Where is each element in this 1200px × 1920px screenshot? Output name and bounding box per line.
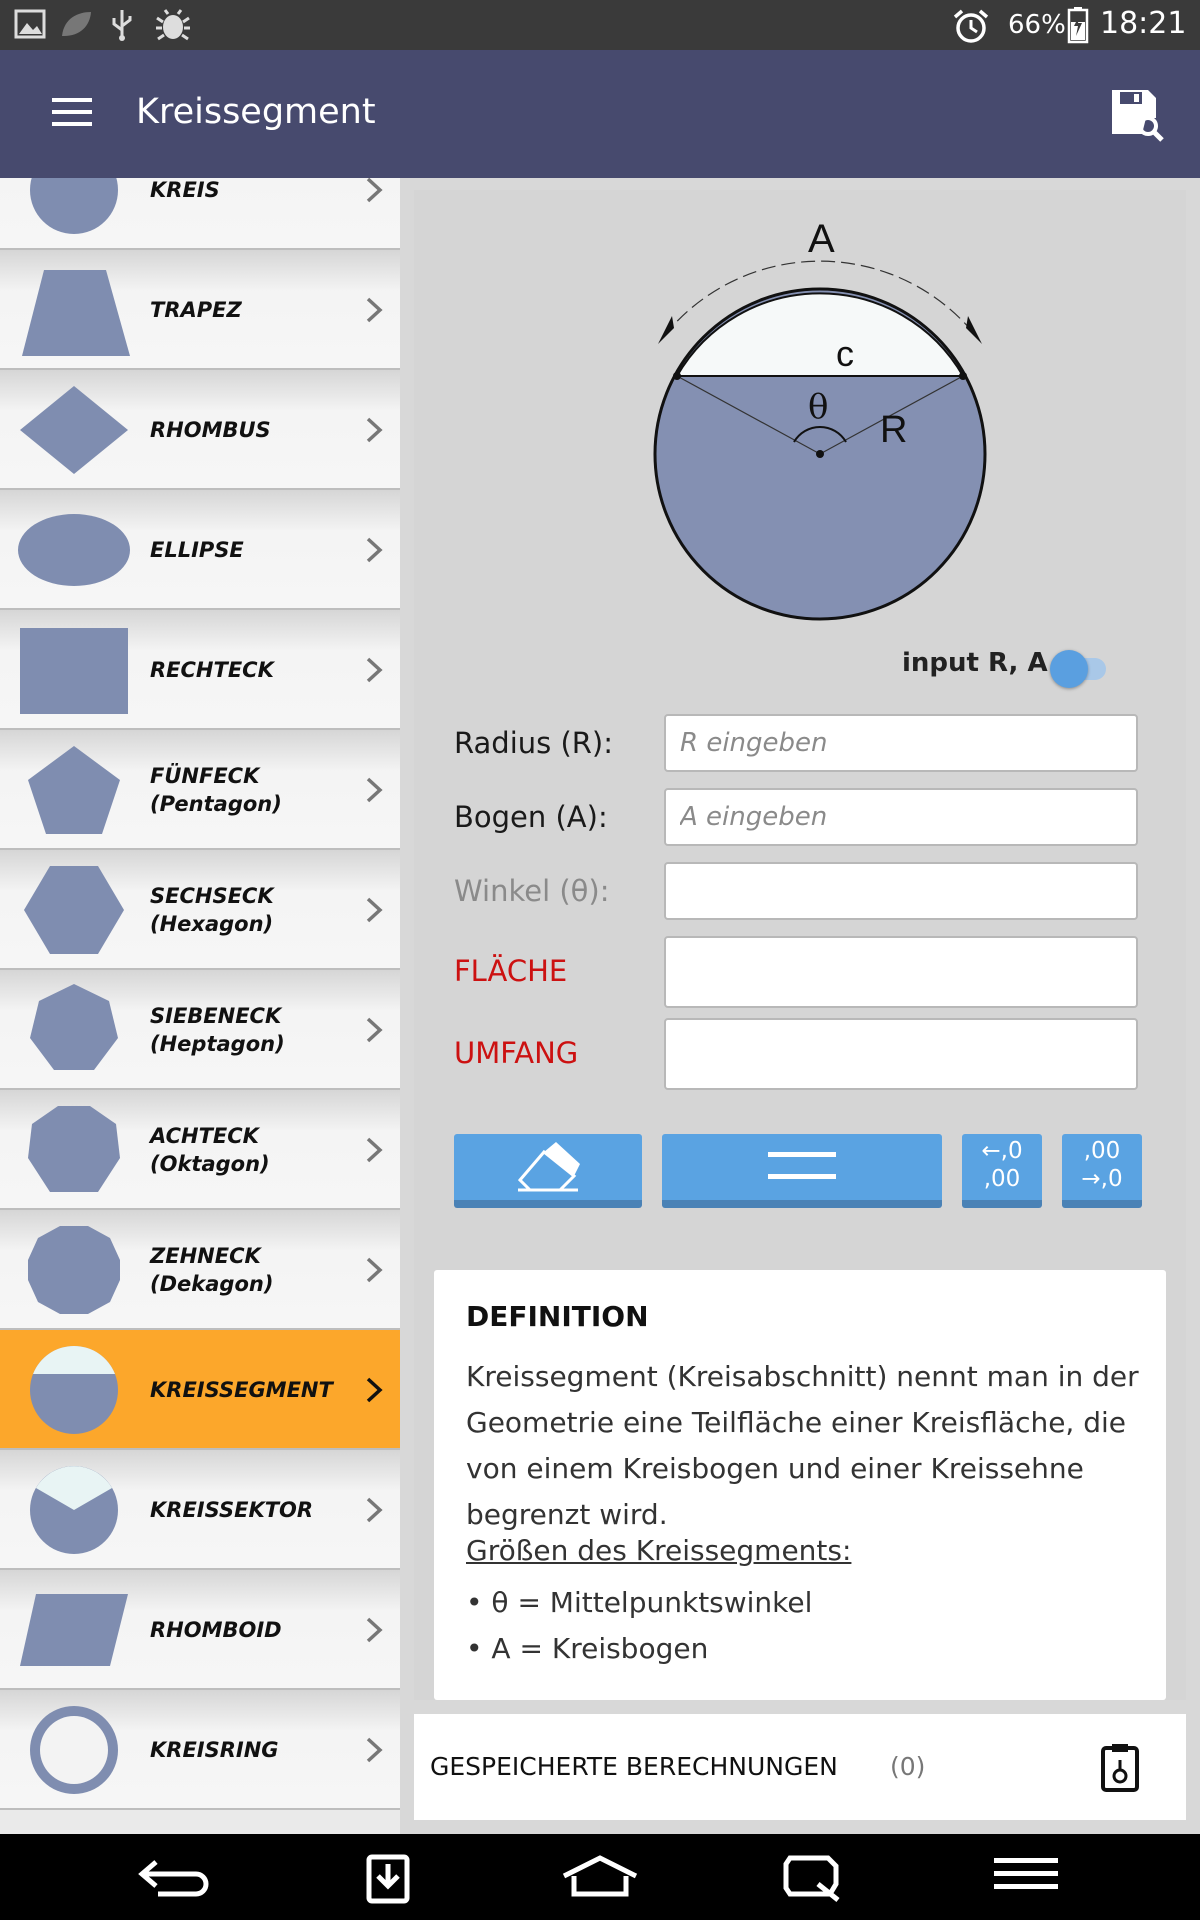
increase-decimals-button[interactable]: ,00 →,0 [1062,1134,1142,1208]
chevron-right-icon [364,1616,384,1644]
definition-bullet: • A = Kreisbogen [466,1632,709,1665]
system-navigation-bar [0,1834,1200,1920]
page-title: Kreissegment [136,92,376,132]
pentagon-shape-icon [16,742,132,838]
sidebar-item-label: FÜNFECK [150,764,260,788]
area-label: FLÄCHE [454,954,568,988]
sidebar-item-rechteck[interactable] [0,610,400,730]
sidebar-item-label: SECHSECK [150,884,274,908]
sidebar-item-sublabel: (Dekagon) [150,1272,274,1296]
sidebar-item-label: TRAPEZ [150,298,242,322]
trapezoid-shape-icon [16,262,132,358]
circle-shape-icon [16,178,132,238]
arc-label: A [808,217,835,261]
chevron-right-icon [364,896,384,924]
hamburger-menu-icon[interactable] [52,98,92,126]
gallery-icon [14,8,46,40]
alarm-icon [952,8,990,44]
sidebar-item-rhombus[interactable] [0,370,400,490]
chevron-right-icon [364,1256,384,1284]
radius-label: Radius (R): [454,726,614,760]
app-bar [0,50,1200,178]
chevron-right-icon [364,178,384,204]
radius-label: R [880,409,908,451]
rhomboid-shape-icon [16,1582,132,1678]
arc-label: Bogen (A): [454,800,608,834]
saved-calculations-count: (0) [890,1752,926,1781]
sidebar-item-sublabel: (Oktagon) [150,1152,270,1176]
calculator-panel [414,190,1186,1700]
home-icon[interactable] [560,1854,640,1898]
sidebar-item-label: KREISSEGMENT [150,1378,333,1402]
rhombus-shape-icon [16,382,132,478]
clock: 18:21 [1100,6,1187,41]
ellipse-shape-icon [16,502,132,598]
sidebar-item-kreisring[interactable] [0,1690,400,1810]
definition-title: DEFINITION [466,1300,649,1333]
circle-sector-shape-icon [16,1462,132,1558]
chevron-right-icon [364,296,384,324]
angle-label: Winkel (θ): [454,874,610,908]
sidebar-item-label: RHOMBUS [150,418,271,442]
perimeter-label: UMFANG [454,1036,579,1070]
sidebar-item-label: ELLIPSE [150,538,244,562]
heptagon-shape-icon [16,982,132,1078]
chevron-right-icon [364,1736,384,1764]
sidebar-item-sechseck[interactable] [0,850,400,970]
sidebar-item-label: ACHTECK [150,1124,259,1148]
chevron-right-icon [364,1496,384,1524]
shape-sidebar [0,178,400,1834]
eraser-icon [516,1142,580,1192]
recent-apps-icon[interactable] [782,1854,842,1902]
definition-bullet: • θ = Mittelpunktswinkel [466,1586,813,1619]
decrease-decimals-button[interactable]: ←,0 ,00 [962,1134,1042,1208]
angle-output [664,862,1138,920]
sidebar-item-sublabel: (Pentagon) [150,792,282,816]
sidebar-item-sublabel: (Heptagon) [150,1032,285,1056]
sidebar-item-label: KREIS [150,178,220,202]
sidebar-item-rhomboid[interactable] [0,1570,400,1690]
chevron-right-icon [364,416,384,444]
chevron-right-icon [364,776,384,804]
sidebar-item-label: RECHTECK [150,658,274,682]
angle-label: θ [808,387,829,427]
sidebar-item-label: ZEHNECK [150,1244,261,1268]
leaf-icon [58,8,94,40]
clear-button[interactable] [454,1134,642,1208]
sidebar-item-siebeneck[interactable] [0,970,400,1090]
saved-calculations-bar[interactable] [414,1714,1186,1820]
sidebar-item-label: KREISSEKTOR [150,1498,314,1522]
chevron-right-icon [364,1016,384,1044]
calculate-button[interactable] [662,1134,942,1208]
circle-segment-shape-icon [16,1342,132,1438]
equals-icon [768,1152,836,1182]
input-mode-label: input R, A [902,648,1048,678]
menu-icon[interactable] [994,1854,1058,1894]
chevron-right-icon [364,656,384,684]
save-icon[interactable] [1108,86,1164,142]
usb-icon [110,8,134,42]
definition-card [434,1270,1166,1700]
chevron-right-icon [364,536,384,564]
area-output [664,936,1138,1008]
sidebar-item-kreissegment[interactable] [0,1330,400,1450]
clipboard-icon[interactable] [1100,1742,1140,1792]
sidebar-item-fuenfeck[interactable] [0,730,400,850]
download-icon[interactable] [366,1854,410,1904]
chord-label: c [836,333,854,374]
definition-text: Kreissegment (Kreisabschnitt) nennt man in der Geometrie eine Teilfläche einer Kreisfläche, die von einem Kreisbogen und einer Kreissehne begrenzt wird. [466,1360,1139,1531]
sidebar-item-label: KREISRING [150,1738,279,1762]
sidebar-item-kreissektor[interactable] [0,1450,400,1570]
radius-input[interactable] [664,714,1138,772]
sidebar-item-achteck[interactable] [0,1090,400,1210]
hexagon-shape-icon [16,862,132,958]
sidebar-item-sublabel: (Hexagon) [150,912,274,936]
sidebar-item-ellipse[interactable] [0,490,400,610]
status-bar [0,0,1200,50]
chevron-right-icon [364,1376,384,1404]
sidebar-item-kreis[interactable] [0,178,400,250]
definition-subtitle: Größen des Kreissegments: [466,1534,852,1567]
battery-percent: 66% [1008,10,1066,40]
chevron-right-icon [364,1136,384,1164]
sidebar-item-trapez[interactable] [0,250,400,370]
circle-segment-diagram [644,210,1004,630]
octagon-shape-icon [16,1102,132,1198]
debug-icon [156,8,190,42]
decagon-shape-icon [16,1222,132,1318]
annulus-shape-icon [16,1702,132,1798]
back-icon[interactable] [138,1854,210,1898]
rectangle-shape-icon [16,622,132,718]
sidebar-item-zehneck[interactable] [0,1210,400,1330]
battery-icon [1066,6,1090,44]
arc-input[interactable] [664,788,1138,846]
sidebar-item-label: SIEBENECK [150,1004,282,1028]
perimeter-output [664,1018,1138,1090]
sidebar-item-label: RHOMBOID [150,1618,282,1642]
input-mode-toggle[interactable] [1048,648,1112,688]
saved-calculations-label: GESPEICHERTE BERECHNUNGEN [430,1752,838,1781]
